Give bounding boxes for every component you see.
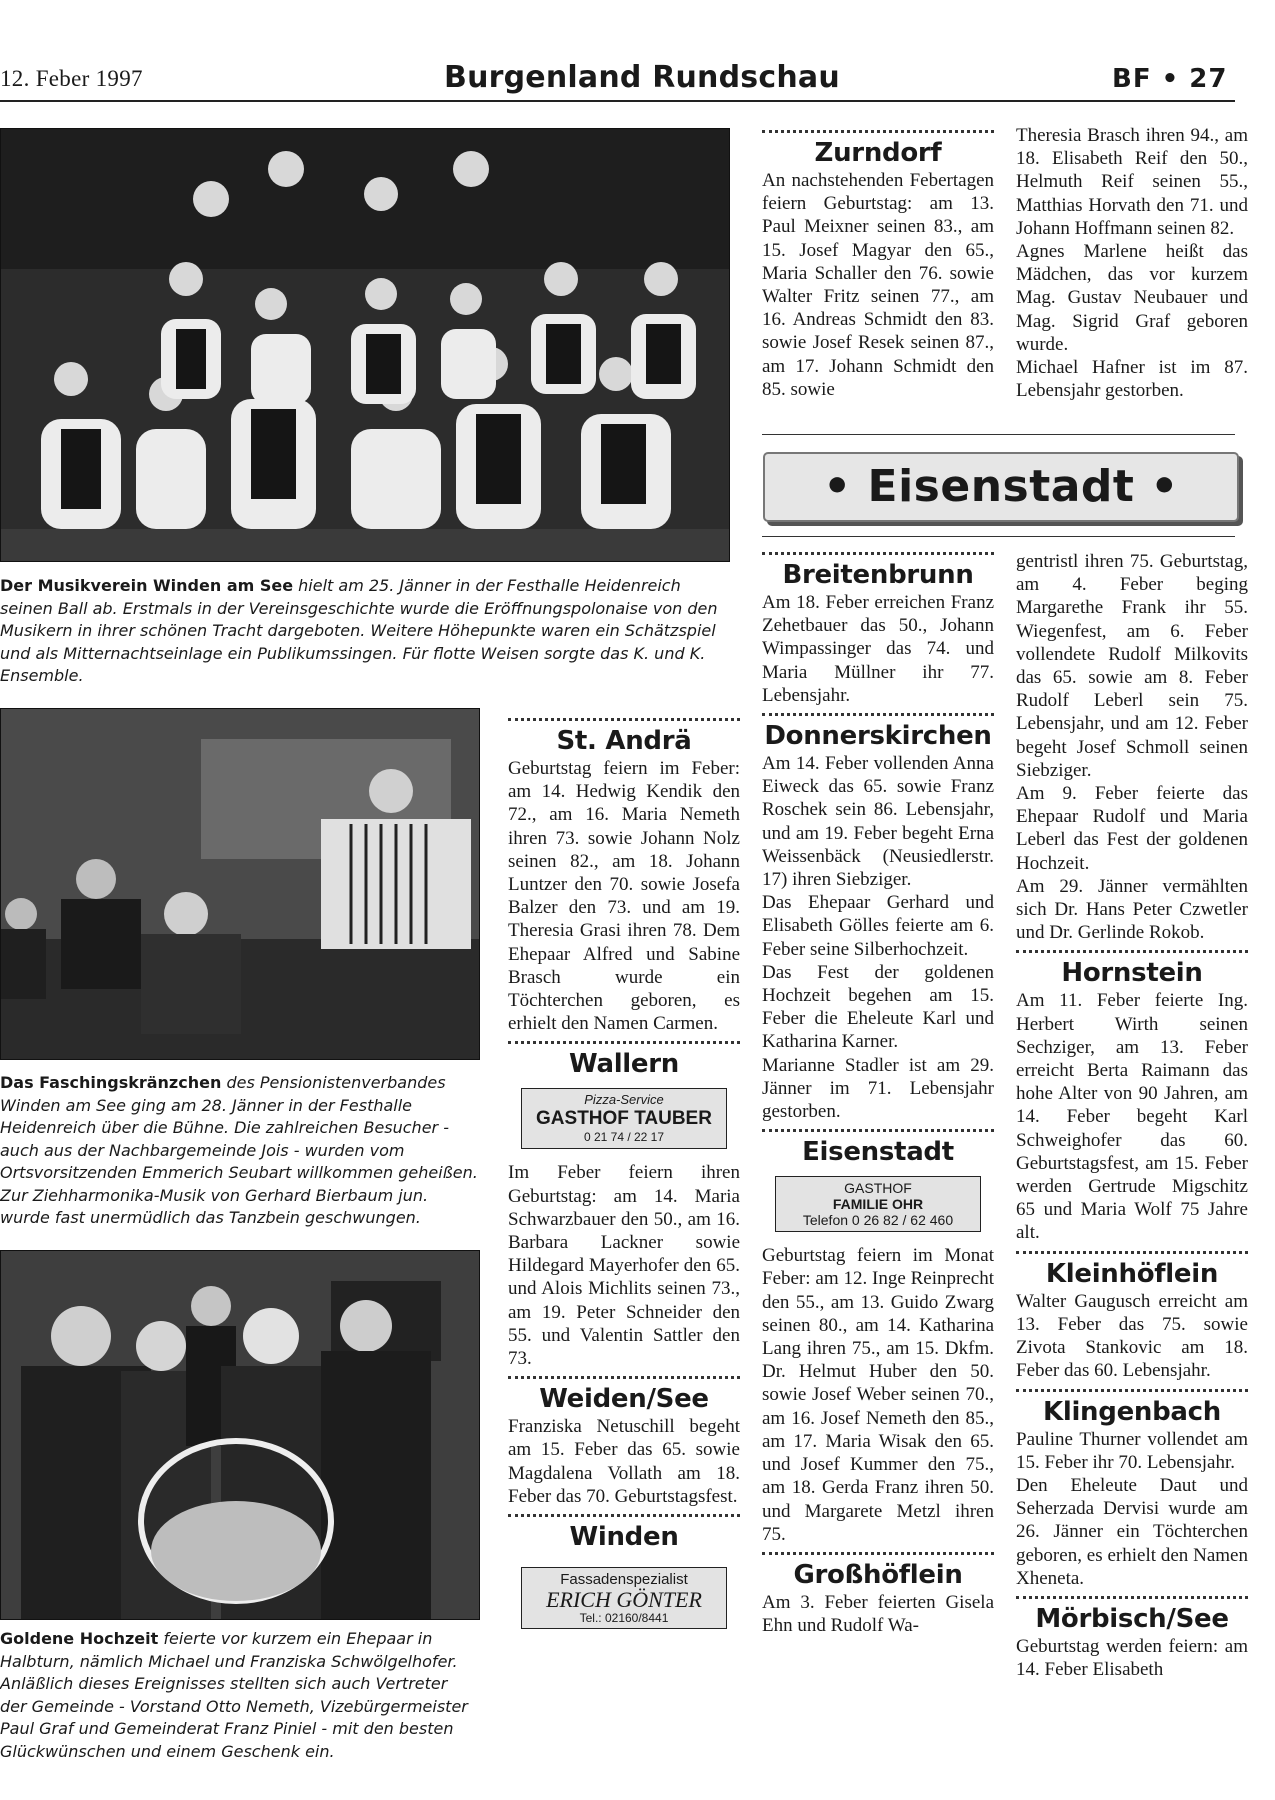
ad-erich-goenter	[521, 1567, 727, 1629]
caption-text: des Pensionistenverbandes Winden am See ging am 28. Jänner in der Festhalle Heidenreich über die Bühne. Die zahlreichen Besucher - auch aus der Nachbargemeinde Jois - wurden vom Ortsvorsitzenden Emmerich Seubart willkommen geheißen. Zur Ziehharmonika-Musik von Gerhard Bierbaum jun. wurde fast unermüdlich das Tanzbein geschwungen.	[0, 1073, 478, 1227]
ad-line: GASTHOF	[844, 1180, 912, 1197]
article-text: Am 3. Feber feierten Gisela Ehn und Rudolf Wa-	[762, 1591, 994, 1637]
section-divider	[762, 1129, 994, 1132]
section-divider	[1016, 1596, 1248, 1599]
section-heading: Winden	[569, 1522, 679, 1553]
section-heading: Mörbisch/See	[1035, 1603, 1229, 1634]
ad-line: 0 21 74 / 22 17	[583, 1130, 665, 1145]
column-st-andrae	[508, 712, 740, 1641]
section-heading: Zurndorf	[814, 138, 942, 168]
article-text: Das Ehepaar Gerhard und Elisabeth Gölles feierte am 6. Feber seine Silberhochzeit.	[762, 892, 994, 960]
caption-musikverein	[0, 575, 730, 688]
header-rule	[0, 100, 1235, 102]
section-divider	[508, 1376, 740, 1379]
article-text: Den Eheleute Daut und Seherzada Dervisi wurde am 26. Jänner ein Töchterchen geboren, es erhielt den Namen Xheneta.	[1016, 1474, 1248, 1589]
article-text: Am 14. Feber vollenden Anna Eiweck das 65. sowie Franz Roschek sein 86. Lebensjahr, und am 19. Feber begeht Erna Weissenbäck (Neusiedlerstr. 17) ihren Siebziger.	[762, 753, 994, 891]
section-heading: Breitenbrunn	[782, 560, 974, 590]
newspaper-title: Burgenland Rundschau	[444, 60, 840, 95]
column-zurndorf	[762, 124, 994, 401]
article-text: Theresia Brasch ihren 94., am 18. Elisabeth Reif den 50., Helmuth Reif seinen 55., Matthias Horvath den 71. und Johann Hoffmann seinen 82.	[1016, 125, 1248, 239]
article-text: gentristl ihren 75. Geburtstag, am 4. Feber beging Margarethe Frank ihr 55. Wiegenfest, am 6. Feber vollendete Rudolf Milkovits das 65. sowie am 8. Feber Rudolf Leberl sein 75. Lebensjahr, und am 12. Feber begeht Josef Schmoll seinen Siebziger.	[1016, 551, 1248, 781]
ad-gasthof-ohr	[775, 1176, 981, 1232]
section-heading: Kleinhöflein	[1045, 1258, 1219, 1289]
ad-line: GASTHOF TAUBER	[536, 1108, 712, 1130]
ad-line: Telefon 0 26 82 / 62 460	[802, 1212, 954, 1229]
caption-faschingskraenzchen	[0, 1072, 478, 1230]
article-text: Pauline Thurner vollendet am 15. Feber ihr 70. Lebensjahr.	[1016, 1428, 1248, 1473]
section-divider	[508, 1514, 740, 1517]
section-divider	[762, 130, 994, 133]
column-breitenbrunn	[762, 546, 994, 1637]
article-text: Geburtstag feiern im Monat Feber: am 12. Inge Reinprecht den 55., am 13. Guido Zwarg seinen 80., am 14. Katharina Lang ihren 75., am 15. Dkfm. Dr. Helmut Huber den 50. sowie Josef Weber seinen 70., am 16. Josef Nemeth den 85., am 17. Maria Wisak den 65. und Josef Kummer den 75., am 18. Gerda Franz ihren 50. und Margarete Metzl ihren 75.	[762, 1245, 994, 1545]
article-text: Das Fest der goldenen Hochzeit begehen am 15. Feber die Eheleute Karl und Katharina Karner.	[762, 961, 994, 1053]
photo-faschingskraenzchen	[0, 708, 480, 1060]
section-divider	[762, 713, 994, 716]
ad-line: Pizza-Service	[584, 1092, 664, 1108]
section-divider	[762, 552, 994, 555]
caption-text: feierte vor kurzem ein Ehepaar in Halbturn, nämlich Michael und Franziska Schwölgelhofer. Anläßlich dieses Ereignisses stellten sich auch Vertreter der Gemeinde - Vorstand Otto Nemeth, Vizebürgermeister Paul Graf und Gemeinderat Franz Piniel - mit den besten Glückwünschen und einem Geschenk ein.	[0, 1629, 468, 1761]
section-heading: Donnerskirchen	[764, 721, 992, 752]
section-divider	[1016, 1251, 1248, 1254]
region-banner-eisenstadt: • Eisenstadt •	[763, 452, 1239, 522]
caption-lead: Der Musikverein Winden am See	[0, 576, 294, 595]
section-heading: Klingenbach	[1042, 1396, 1221, 1427]
article-text: Geburtstag werden feiern: am 14. Feber Elisabeth	[1016, 1635, 1248, 1681]
section-heading: Weiden/See	[539, 1384, 709, 1415]
article-text: Geburtstag feiern im Feber: am 14. Hedwig Kendik den 72., am 16. Maria Nemeth ihren 73. sowie Johann Nolz seinen 82., am 18. Johann Luntzer den 70. sowie Josefa Balzer den 73. und am 19. Theresia Grasi ihren 78. Dem Ehepaar Alfred und Sabine Brasch wurde ein Töchterchen geboren, es erhielt den Namen Carmen.	[508, 758, 740, 1035]
article-text: Agnes Marlene heißt das Mädchen, das vor kurzem Mag. Gustav Neubauer und Mag. Sigrid Graf geboren wurde.	[1016, 241, 1248, 355]
article-text: Am 18. Feber erreichen Franz Zehetbauer das 50., Johann Wimpassinger das 74. und Maria Müllner ihr 77. Lebensjahr.	[762, 592, 994, 706]
article-text: Marianne Stadler ist am 29. Jänner im 71. Lebensjahr gestorben.	[762, 1054, 994, 1123]
article-text: Michael Hafner ist im 87. Lebensjahr gestorben.	[1016, 357, 1248, 402]
article-text: An nachstehenden Febertagen feiern Geburtstag: am 13. Paul Meixner seinen 83., am 15. Josef Magyar den 65., Maria Schaller den 76. sowie Walter Fritz seinen 77., am 16. Andreas Schmidt den 83. sowie Josef Resek seinen 87., am 17. Johann Schmidt den 85. sowie	[762, 170, 994, 400]
article-text: Walter Gaugusch erreicht am 13. Feber das 75. sowie Zivota Stankovic am 18. Feber das 60. Lebensjahr.	[1016, 1290, 1248, 1382]
section-divider	[508, 1041, 740, 1044]
column-zurndorf-cont	[1016, 124, 1248, 402]
section-divider	[508, 718, 740, 721]
article-text: Franziska Netuschill begeht am 15. Feber das 65. sowie Magdalena Vollath am 18. Feber das 70. Geburtstagsfest.	[508, 1416, 740, 1507]
article-text: Im Feber feiern ihren Geburtstag: am 14. Maria Schwarzbauer den 50., am 16. Barbara Lackner sowie Hildegard Mayerhofer den 65. und Alois Michlits seinen 73., am 19. Peter Schneider den 55. und Valentin Sattler den 73.	[508, 1162, 740, 1370]
issue-date: 12. Feber 1997	[0, 66, 143, 91]
ad-line: Tel.: 02160/8441	[579, 1611, 669, 1626]
column-right	[1016, 550, 1248, 1681]
section-divider	[1016, 1389, 1248, 1392]
article-text: Am 29. Jänner vermählten sich Dr. Hans Peter Czwetler und Dr. Gerlinde Rokob.	[1016, 875, 1248, 944]
ad-line: ERICH GÖNTER	[546, 1587, 702, 1613]
article-text: Am 11. Feber feierte Ing. Herbert Wirth seinen Sechziger, am 13. Feber erreicht Berta Raimann das hohe Alter von 90 Jahren, am 14. Feber begeht Karl Schweighofer das 60. Geburtstagsfest, am 15. Feber werden Gertrude Migschitz 65 und Maria Wolf 75 Jahre alt.	[1016, 990, 1248, 1244]
section-heading: Hornstein	[1061, 958, 1203, 989]
ad-line: FAMILIE OHR	[832, 1196, 924, 1213]
caption-lead: Das Faschingskränzchen	[0, 1073, 222, 1092]
section-rule	[762, 434, 1235, 435]
photo-goldene-hochzeit	[0, 1250, 480, 1620]
section-divider	[762, 1552, 994, 1555]
article-text: Am 9. Feber feierte das Ehepaar Rudolf und Maria Leberl das Fest der goldenen Hochzeit.	[1016, 783, 1248, 874]
caption-text: hielt am 25. Jänner in der Festhalle Heidenreich seinen Ball ab. Erstmals in der Vereinsgeschichte wurde die Eröffnungspolonaise von den Musikern in ihrer schönen Tracht dargeboten. Weitere Höhepunkte waren ein Schätzspiel und als Mitternachtseinlage ein Publikumssingen. Für flotte Weisen sorgte das K. und K. Ensemble.	[0, 576, 718, 685]
caption-goldene-hochzeit	[0, 1628, 478, 1763]
section-rule	[762, 536, 1235, 537]
ad-line: Fassadenspezialist	[560, 1571, 688, 1589]
caption-lead: Goldene Hochzeit	[0, 1629, 159, 1648]
section-divider	[1016, 950, 1248, 953]
photo-musikverein	[0, 128, 730, 562]
section-heading: Eisenstadt	[802, 1137, 954, 1168]
ad-gasthof-tauber	[521, 1088, 727, 1149]
section-heading: Großhöflein	[793, 1559, 963, 1590]
section-heading: St. Andrä	[556, 726, 692, 756]
page-number: BF • 27	[1112, 64, 1228, 94]
section-heading: Wallern	[569, 1049, 679, 1080]
